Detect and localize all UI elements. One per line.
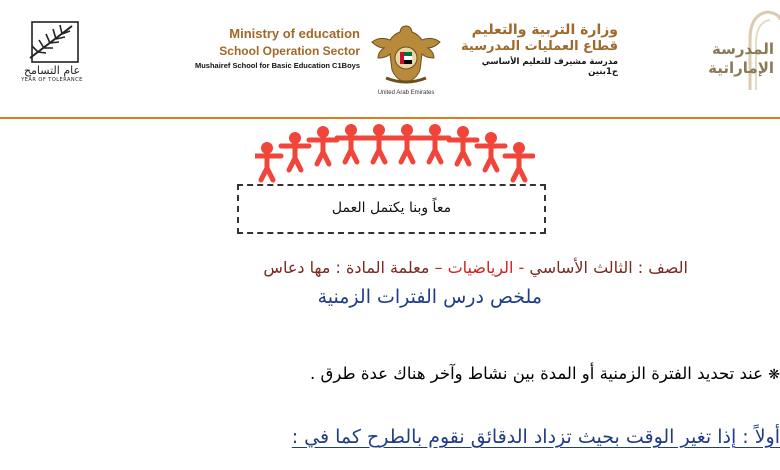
- year-of-tolerance-logo: [12, 18, 92, 83]
- tolerance-arabic-text: عام التسامح: [23, 64, 81, 77]
- emirati-school-logo: [690, 10, 780, 90]
- emblem-caption: United Arab Emirates: [377, 90, 435, 96]
- school-name-en: Mushairef School for Basic Education C1Boys: [194, 61, 360, 70]
- class-label: الصف : الثالث الأساسي: [529, 258, 688, 277]
- subject-label: - الرياضيات –: [434, 258, 525, 277]
- school-logo-line1: المدرسة: [712, 40, 774, 58]
- sector-name-en: School Operation Sector: [219, 44, 360, 58]
- school-logo-line2: الإماراتية: [708, 59, 774, 77]
- ministry-name-ar: وزارة التربية والتعليم: [471, 22, 618, 38]
- intro-note-text: عند تحديد الفترة الزمنية أو المدة بين نشاط وآخر هناك عدة طرق .: [310, 364, 764, 383]
- tolerance-english-text: YEAR OF TOLERANCE: [21, 77, 83, 83]
- ministry-name-en: Ministry of education: [229, 26, 360, 41]
- first-method-heading: أولاً : إذا تغير الوقت بحيث تزداد الدقائق نقوم بالطرح كما في :: [291, 426, 780, 448]
- ministry-arabic-block: [450, 22, 618, 77]
- teacher-label: معلمة المادة : مها دعاس: [263, 258, 430, 277]
- people-chain-icon: [255, 124, 535, 190]
- palm-frond-logo-icon: [12, 18, 92, 64]
- motto-text: معاً وبنا يكتمل العمل: [331, 200, 452, 216]
- lesson-title: ملخص درس الفترات الزمنية: [317, 286, 542, 308]
- school-name-ar: مدرسة مشيرف للتعليم الأساسي ح1بنين: [481, 57, 618, 77]
- ministry-english-block: [160, 26, 360, 70]
- motto-box: [237, 184, 546, 234]
- header-divider: [0, 117, 780, 119]
- uae-falcon-emblem-icon: [364, 20, 448, 100]
- asterisk-bullet-icon: ❋: [768, 367, 780, 383]
- class-info-line: [140, 258, 688, 277]
- intro-note: [260, 364, 780, 383]
- sector-name-ar: قطاع العمليات المدرسية: [461, 39, 618, 54]
